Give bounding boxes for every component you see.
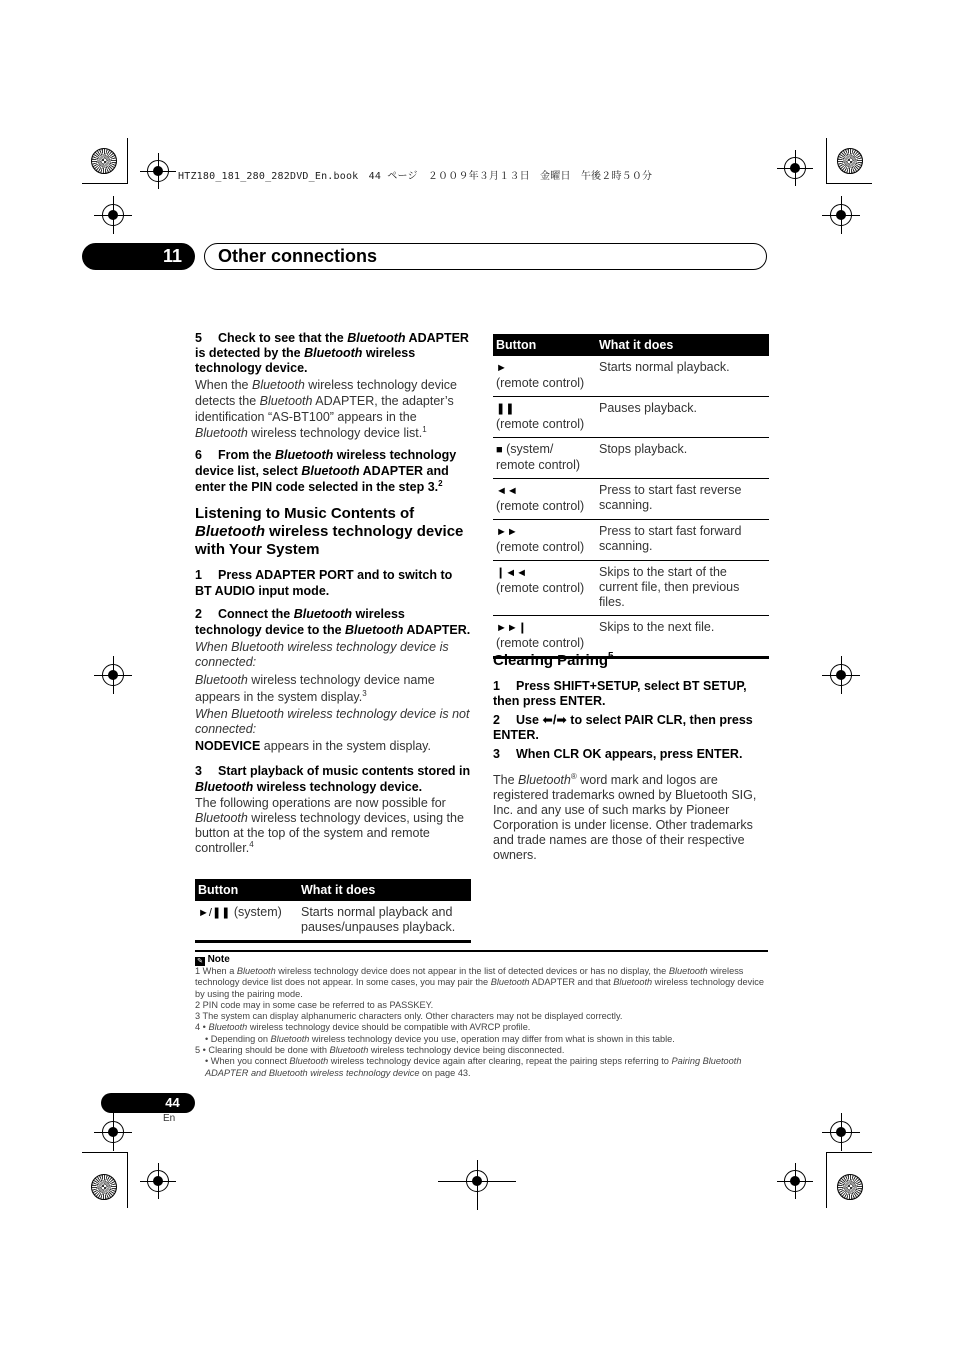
table-row: ► (remote control) Starts normal playback. (493, 356, 769, 397)
skip-next-icon: ►►❙ (496, 622, 527, 634)
page-language: En (163, 1113, 176, 1124)
trademark-notice: The Bluetooth® word mark and logos are registered trademarks owned by Bluetooth SIG, Inc. and any use of such marks by Pioneer Corporation is under license. Other trademarks and trade names are those of their respective owners. (493, 771, 757, 862)
table-row: ►►❙ (remote control) Skips to the next file. (493, 616, 769, 658)
print-header: HTZ180_181_280_282DVD_En.book 44 ページ ２００９年３月１３日 金曜日 午後２時５０分 (178, 171, 653, 182)
table-header-row (195, 879, 471, 901)
pause-icon: ❚❚ (496, 403, 515, 415)
registration-rosette-icon (91, 148, 117, 174)
play-pause-icon: ►/❚❚ (198, 907, 231, 919)
notes (195, 951, 768, 1079)
fast-forward-icon: ►► (496, 526, 518, 538)
chapter-title: Other connections (218, 246, 378, 266)
step-5: 5 Check to see that the Bluetooth ADAPTER is detected by the Bluetooth wireless technology device. (195, 331, 469, 375)
rewind-icon: ◄◄ (496, 485, 518, 497)
table-header-row (493, 334, 769, 356)
listen-step-2: 2 Connect the Bluetooth wireless technology device to the Bluetooth ADAPTER. (195, 607, 471, 637)
footnote-4a: 4 • Bluetooth wireless technology device should be compatible with AVRCP profile. (195, 1022, 531, 1033)
stop-icon: ■ (496, 444, 503, 456)
right-column (493, 652, 769, 863)
table-row: ◄◄ (remote control) Press to start fast reverse scanning. (493, 479, 769, 520)
connected-body: Bluetooth wireless technology device name appears in the system display.$^3$ (195, 673, 435, 704)
table-row: ■ (system/ remote control) Stops playback. (493, 438, 769, 479)
clear-step-2: 2 Use ⬅/➡ to select PAIR CLR, then press ENTER. (493, 713, 753, 742)
clearing-pairing-heading: Clearing Pairing$^5$ (493, 651, 614, 669)
registration-rosette-icon (837, 148, 863, 174)
not-connected-body: NODEVICE appears in the system display. (195, 739, 431, 753)
remote-button-table (493, 334, 769, 659)
clear-step-3: 3 When CLR OK appears, press ENTER. (493, 747, 743, 761)
table-row: ►/❚❚ (system) Starts normal playback and pauses/unpauses playback. (195, 901, 471, 942)
footnote-5b: • When you connect Bluetooth wireless technology device again after clearing, repeat the pairing steps referring to Pairing Bluetooth ADAPTER and Bluetooth wireless technology device on page 43. (205, 1056, 742, 1078)
table-row: ►► (remote control) Press to start fast forward scanning. (493, 520, 769, 561)
registration-rosette-icon (91, 1174, 117, 1200)
header-button: Button (493, 334, 596, 356)
step-6: 6 From the Bluetooth wireless technology device list, select Bluetooth ADAPTER and enter the PIN code selected in the step 3.$^2$ (195, 448, 457, 494)
table-row: ❚❚ (remote control) Pauses playback. (493, 397, 769, 438)
clear-step-1: 1 Press SHIFT+SETUP, select BT SETUP, then press ENTER. (493, 679, 747, 708)
footnote-3: 3 The system can display alphanumeric characters only. Other characters may not be displayed correctly. (195, 1011, 623, 1022)
note-title: Note (207, 954, 230, 965)
skip-previous-icon: ❙◄◄ (496, 567, 527, 579)
step-3-body: The following operations are now possible for Bluetooth wireless technology devices, using the button at the top of the system and remote controller.$^4$ (195, 796, 464, 855)
listen-step-1: 1 Press ADAPTER PORT and to switch to BT AUDIO input mode. (195, 568, 453, 598)
left-right-arrows-icon: ⬅/➡ (542, 713, 567, 727)
header-what-it-does: What it does (596, 334, 769, 356)
left-column (195, 331, 471, 856)
footnote-1: 1 When a Bluetooth wireless technology device does not appear in the list of detected devices or has no display, the Bluetooth wireless technology device list does not appear. In some cases, you may pair the Bluetooth ADAPTER and that Bluetooth wireless technology device by using the pairing mode. (195, 966, 764, 999)
footnote-5a: 5 • Clearing should be done with Bluetooth wireless technology device being disconnected. (195, 1045, 565, 1056)
chapter-number: 11 (162, 246, 183, 266)
step-5-body: When the Bluetooth wireless technology device detects the Bluetooth ADAPTER, the adapter’s identification “AS-BT100” appears in the Bluetooth wireless technology device list.$^1$ (195, 378, 457, 440)
table-row: ❙◄◄ (remote control) Skips to the start of the current file, then previous files. (493, 561, 769, 616)
registration-rosette-icon (837, 1174, 863, 1200)
header-button: Button (195, 879, 298, 901)
system-button-table (195, 879, 471, 943)
footnote-2: 2 PIN code may in some case be referred to as PASSKEY. (195, 999, 434, 1010)
header-what-it-does: What it does (298, 879, 471, 901)
footnote-4b: • Depending on Bluetooth wireless technology device you use, operation may differ from what is shown in this table. (205, 1033, 675, 1044)
section-heading: Listening to Music Contents of Bluetooth wireless technology device with Your System (195, 505, 464, 558)
page-number: 44 (165, 1095, 180, 1110)
note-icon: ✎ (195, 957, 205, 966)
connected-label: When Bluetooth wireless technology device is connected: (195, 640, 449, 669)
not-connected-label: When Bluetooth wireless technology device is not connected: (195, 707, 470, 736)
listen-step-3: 3 Start playback of music contents stored in Bluetooth wireless technology device. (195, 764, 471, 794)
play-icon: ► (496, 362, 507, 374)
